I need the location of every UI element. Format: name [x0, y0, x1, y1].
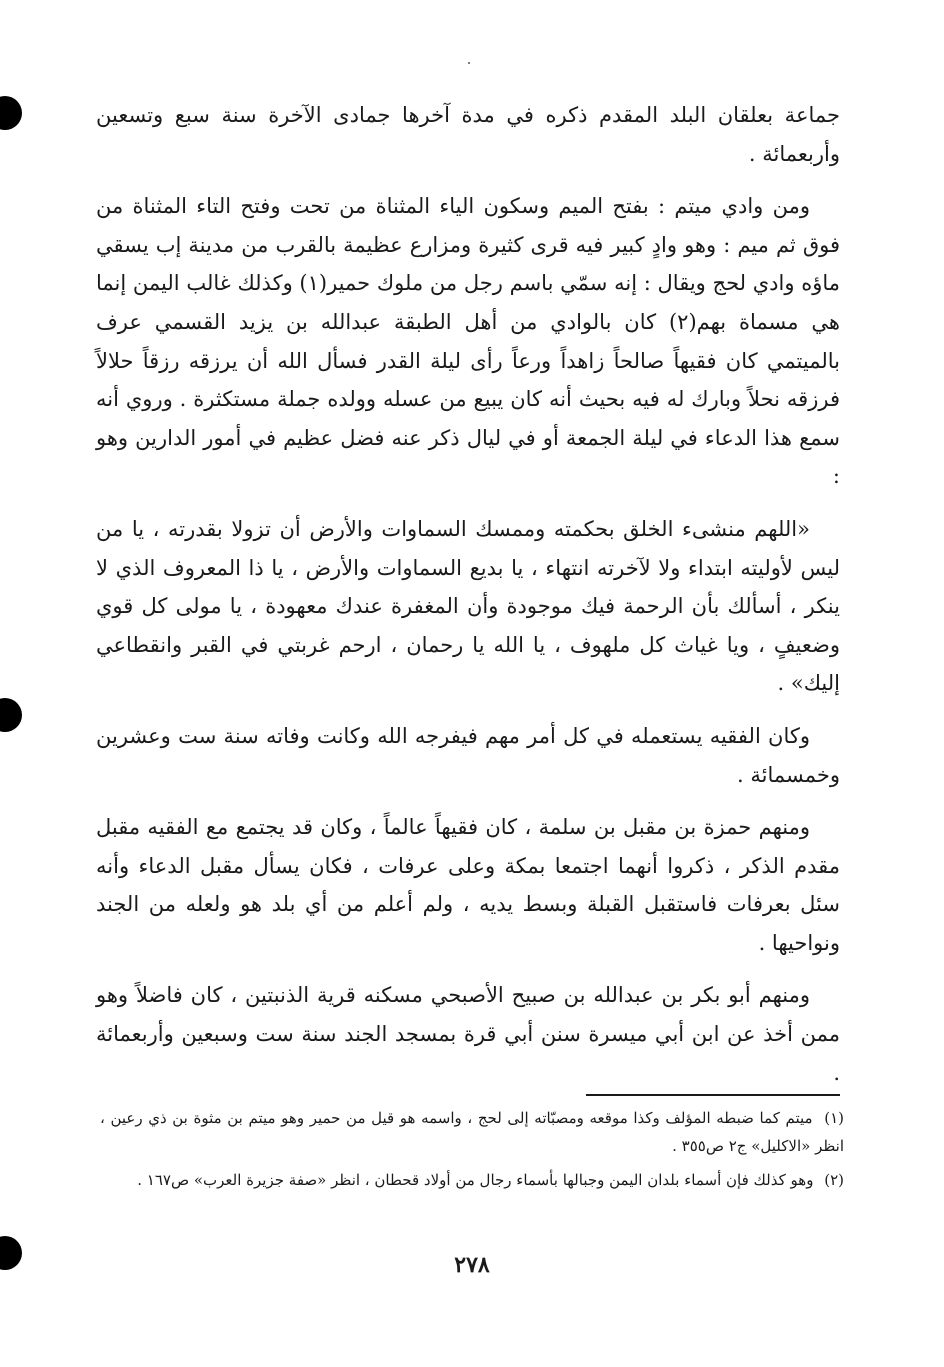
paragraph-3-prayer: «اللهم منشىء الخلق بحكمته وممسك السماوات والأرض أن تزولا بقدرته ، يا من ليس لأوليته ابتداء ولا لآخرته انتهاء ، يا بديع السماوات والأرض ، يا ذا المعروف الذي لا ينكر ، أسألك بأن الرحمة فيك موجودة وأن المغفرة عندك معهودة ، يا مولى كل قوي وضعيفٍ ، ويا غياث كل ملهوف ، يا الله يا رحمان ، ارحم غربتي في القبر وانقطاعي إليك» . [96, 516, 840, 696]
footnotes [100, 1104, 844, 1200]
footnote-text: ميتم كما ضبطه المؤلف وكذا موقعه ومصبّاته إلى لحج ، واسمه هو قيل من حمير وهو ميتم بن مثوة بن ذي رعين ، انظر «الاكليل» ج٢ ص٣٥٥ . [100, 1109, 844, 1155]
footnote-number: (١) [824, 1109, 844, 1127]
footnote-separator [586, 1094, 840, 1096]
paragraph-2: ومن وادي ميتم : بفتح الميم وسكون الياء المثناة من تحت وفتح التاء المثناة من فوق ثم ميم : وهو وادٍ كبير فيه قرى كثيرة ومزارع عظيمة بالقرب من مدينة إب يسقي ماؤه وادي لحج ويقال : إنه سمّي باسم رجل من ملوك حمير(١) وكذلك غالب اليمن إنما هي مسماة بهم(٢) كان بالوادي من أهل الطبقة عبدالله بن يزيد القسمي عرف بالميتمي كان فقيهاً صالحاً زاهداً ورعاً رأى ليلة القدر فسأل الله أن يرزقه رزقاً حلالاً فرزقه نحلاً وبارك له فيه بحيث أنه كان يبيع من عسله وولده جملة مستكثرة . وروي أنه سمع هذا الدعاء في ليلة الجمعة أو في ليال ذكر عنه فضل عظيم في أمور الدارين وهو : [96, 194, 841, 489]
paragraph-1: جماعة بعلقان البلد المقدم ذكره في مدة آخرها جمادى الآخرة سنة سبع وتسعين وأربعمائة . [96, 103, 840, 166]
paragraph-4: وكان الفقيه يستعمله في كل أمر مهم فيفرجه الله وكانت وفاته سنة ست وعشرين وخمسمائة . [96, 723, 840, 787]
scan-speck [468, 62, 470, 64]
paragraph-5: ومنهم حمزة بن مقبل بن سلمة ، كان فقيهاً عالماً ، وكان قد يجتمع مع الفقيه مقبل مقدم الذكر ، ذكروا أنهما اجتمعا بمكة وعلى عرفات ، فكان يسأل مقبل الدعاء وأنه سئل بعرفات فاستقبل القبلة وبسط يديه ، ولم أعلم من أي بلد هو ولعله من الجند ونواحيها . [96, 815, 840, 955]
footnote-number: (٢) [824, 1171, 844, 1189]
paragraph-6: ومنهم أبو بكر بن عبدالله بن صبيح الأصبحي مسكنه قرية الذنبتين ، كان فاضلاً وهو ممن أخذ عن ابن أبي ميسرة سنن أبي قرة بمسجد الجند سنة ست وسبعين وأربعمائة . [96, 983, 840, 1085]
main-text [96, 96, 840, 1106]
footnote-1 [100, 1104, 844, 1160]
footnote-text: وهو كذلك فإن أسماء بلدان اليمن وجبالها بأسماء رجال من أولاد قحطان ، انظر «صفة جزيرة العرب» ص١٦٧ . [137, 1171, 814, 1189]
page-number: ٢٧٨ [454, 1252, 490, 1278]
footnote-2 [100, 1166, 844, 1194]
punch-hole-top [0, 96, 22, 130]
punch-hole-middle [0, 698, 22, 732]
